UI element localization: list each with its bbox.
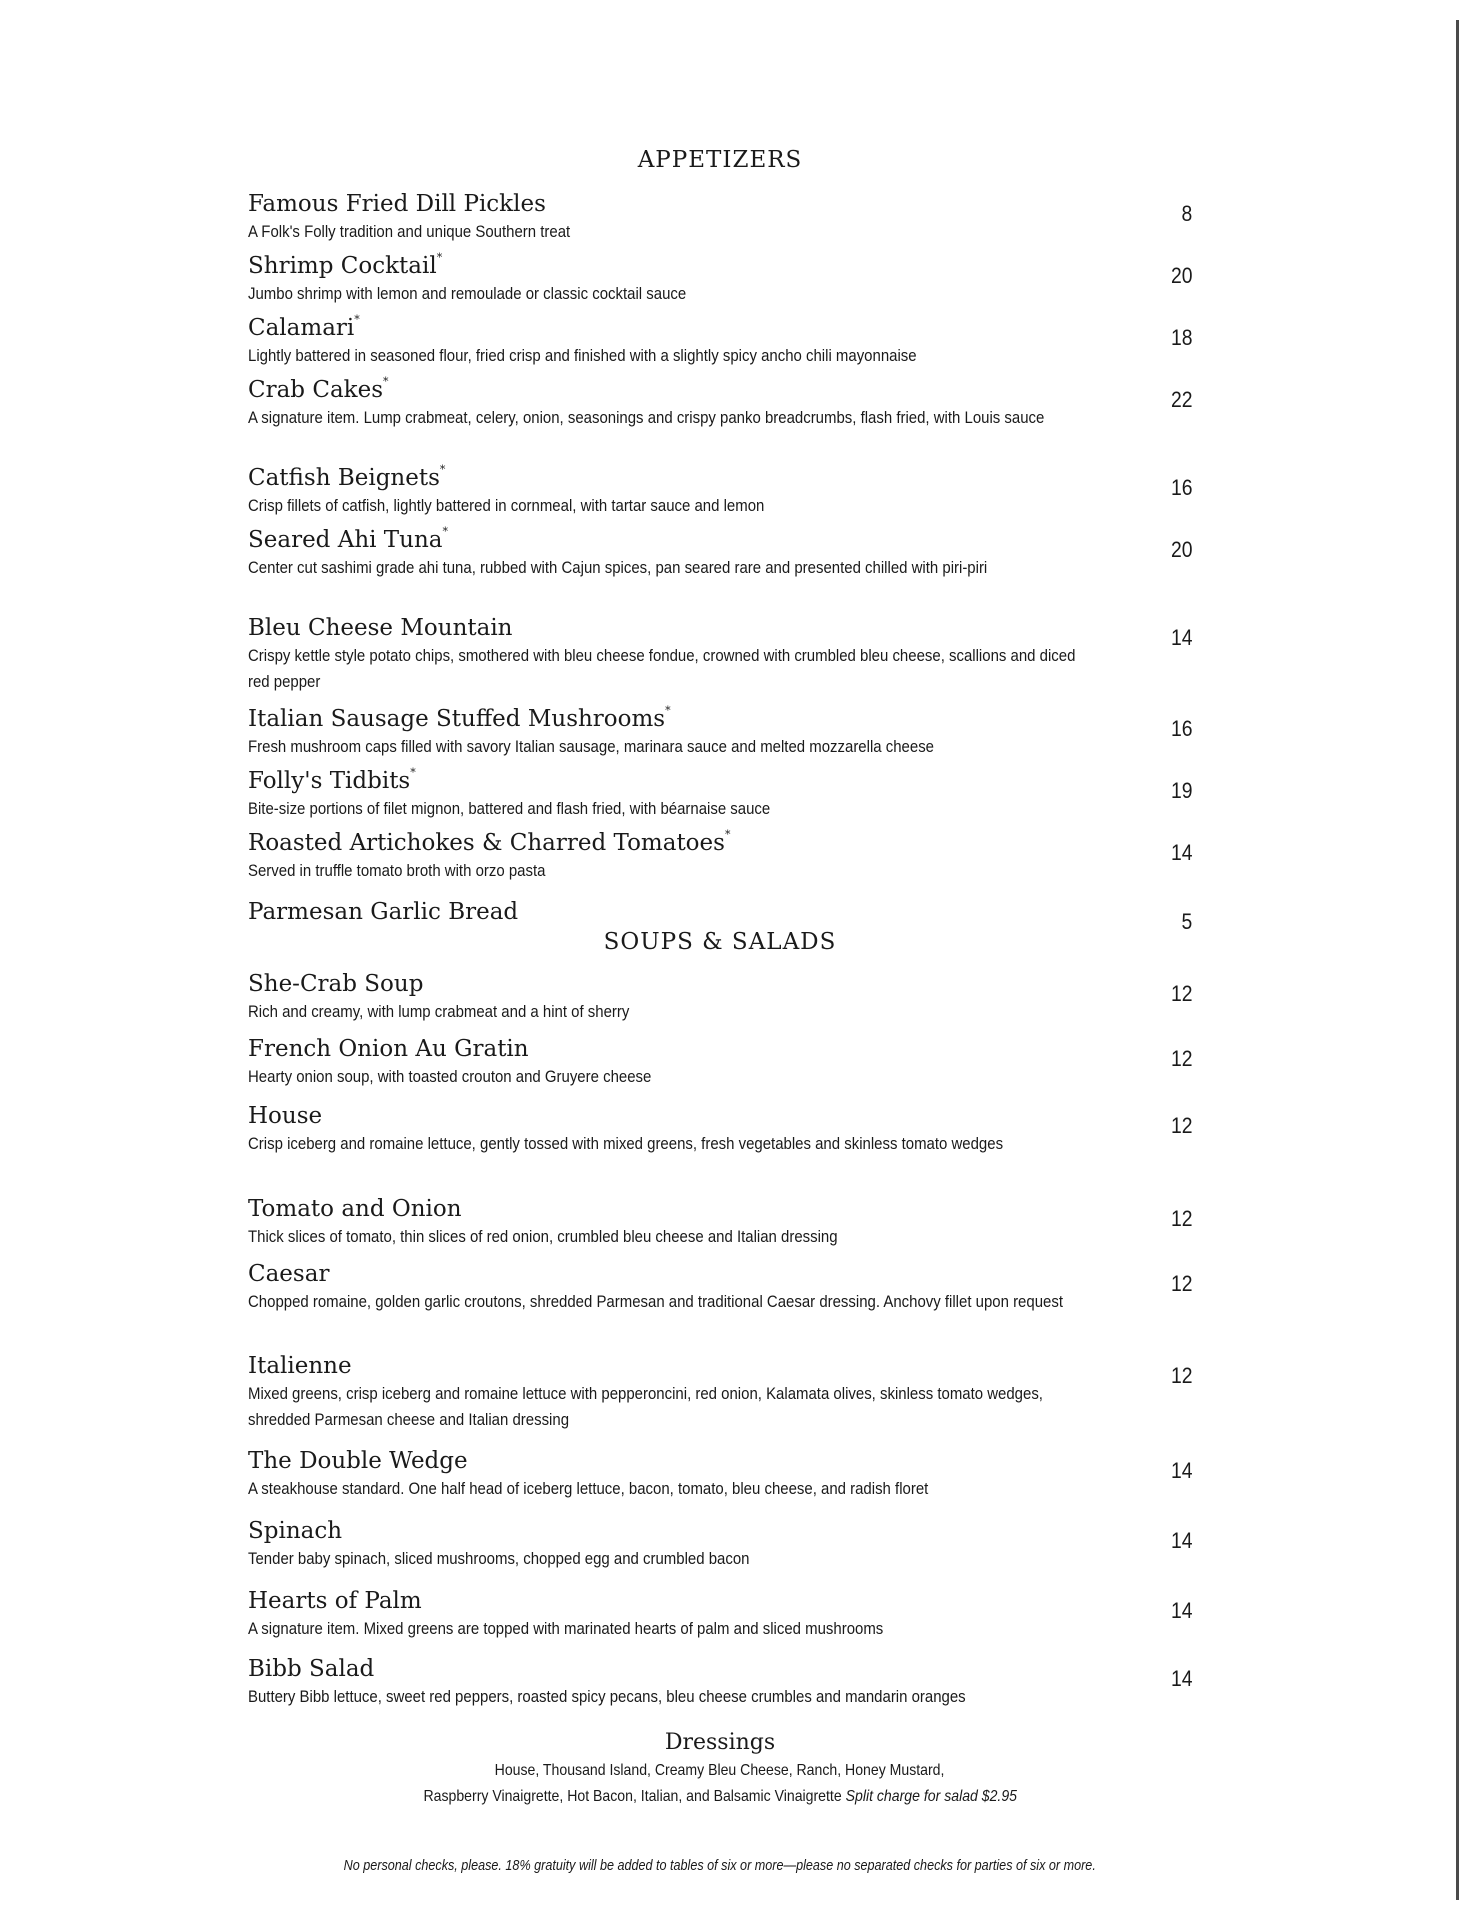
menu-item xyxy=(248,1586,1192,1642)
item-description: Served in truffle tomato broth with orzo pasta xyxy=(248,861,546,880)
appetizers-heading: APPETIZERS xyxy=(637,147,803,173)
item-description: A signature item. Mixed greens are topped with marinated hearts of palm and sliced mushrooms xyxy=(248,1619,884,1638)
menu-item xyxy=(248,1101,1192,1157)
menu-item xyxy=(248,704,1192,760)
item-price: 19 xyxy=(1170,778,1192,803)
menu-item xyxy=(248,1446,1192,1502)
item-description: Crispy kettle style potato chips, smothered with bleu cheese fondue, crowned with crumbled bleu cheese, scallions and diced red pepper xyxy=(248,646,1076,691)
item-price: 14 xyxy=(1170,625,1192,650)
item-description: Thick slices of tomato, thin slices of red onion, crumbled bleu cheese and Italian dressing xyxy=(248,1227,838,1246)
item-price: 22 xyxy=(1170,387,1192,412)
item-description: Crisp iceberg and romaine lettuce, gently tossed with mixed greens, fresh vegetables and skinless tomato wedges xyxy=(248,1134,1004,1153)
item-description: Rich and creamy, with lump crabmeat and a hint of sherry xyxy=(248,1002,630,1021)
menu-item xyxy=(248,897,1192,934)
item-description: Hearty onion soup, with toasted crouton and Gruyere cheese xyxy=(248,1067,652,1086)
menu-item xyxy=(248,463,1192,519)
menu-item xyxy=(248,766,1192,822)
item-description: Buttery Bibb lettuce, sweet red peppers, roasted spicy pecans, bleu cheese crumbles and mandarin oranges xyxy=(248,1687,966,1706)
menu-item xyxy=(248,525,1192,581)
menu-item xyxy=(248,375,1192,431)
item-name: Seared Ahi Tuna* xyxy=(248,525,448,553)
menu-item xyxy=(248,828,1192,884)
item-name: Italienne xyxy=(248,1353,352,1379)
item-price: 5 xyxy=(1181,909,1192,934)
item-name: Bibb Salad xyxy=(248,1656,375,1682)
item-name: Caesar xyxy=(248,1261,330,1287)
item-name: Crab Cakes* xyxy=(248,375,389,403)
item-description: Lightly battered in seasoned flour, fried crisp and finished with a slightly spicy ancho chili mayonnaise xyxy=(248,346,917,365)
item-price: 20 xyxy=(1170,537,1192,562)
page-edge-divider xyxy=(1456,20,1459,1900)
menu-item xyxy=(248,1259,1192,1315)
item-name: Catfish Beignets* xyxy=(248,463,446,491)
item-price: 12 xyxy=(1170,1206,1192,1231)
item-description: A steakhouse standard. One half head of iceberg lettuce, bacon, tomato, bleu cheese, and radish floret xyxy=(248,1479,929,1498)
item-name: Folly's Tidbits* xyxy=(248,766,416,794)
menu-item xyxy=(248,1351,1192,1433)
menu-item xyxy=(248,1034,1192,1090)
item-name: She-Crab Soup xyxy=(248,971,424,997)
item-price: 16 xyxy=(1170,716,1192,741)
footer-policy-note: No personal checks, please. 18% gratuity will be added to tables of six or more—please no separated checks for parties of six or more. xyxy=(343,1857,1097,1874)
menu-item xyxy=(248,251,1192,307)
menu-item xyxy=(248,1654,1192,1710)
item-name: House xyxy=(248,1103,323,1129)
soups-salads-heading: SOUPS & SALADS xyxy=(603,929,837,955)
item-price: 14 xyxy=(1170,1528,1192,1553)
item-price: 14 xyxy=(1170,1458,1192,1483)
menu-item xyxy=(248,613,1192,695)
item-name: The Double Wedge xyxy=(248,1448,468,1474)
item-price: 12 xyxy=(1170,1363,1192,1388)
dressings-list-line-1: House, Thousand Island, Creamy Bleu Cheese, Ranch, Honey Mustard, xyxy=(495,1762,945,1779)
item-name: Shrimp Cocktail* xyxy=(248,251,443,279)
item-name: Calamari* xyxy=(248,313,360,341)
item-name: Parmesan Garlic Bread xyxy=(248,899,519,925)
item-description: A Folk's Folly tradition and unique Southern treat xyxy=(248,222,571,241)
item-description: Crisp fillets of catfish, lightly battered in cornmeal, with tartar sauce and lemon xyxy=(248,496,765,515)
item-name: French Onion Au Gratin xyxy=(248,1036,529,1062)
item-price: 18 xyxy=(1170,325,1192,350)
item-price: 14 xyxy=(1170,840,1192,865)
item-description: Jumbo shrimp with lemon and remoulade or classic cocktail sauce xyxy=(248,284,687,303)
item-price: 14 xyxy=(1170,1598,1192,1623)
menu-item xyxy=(248,969,1192,1025)
item-name: Italian Sausage Stuffed Mushrooms* xyxy=(248,704,671,732)
item-name: Spinach xyxy=(248,1518,343,1544)
item-price: 12 xyxy=(1170,981,1192,1006)
item-description: Chopped romaine, golden garlic croutons, shredded Parmesan and traditional Caesar dressing. Anchovy fillet upon request xyxy=(248,1292,1063,1311)
menu-item xyxy=(248,1194,1192,1250)
item-name: Bleu Cheese Mountain xyxy=(248,615,513,641)
item-price: 12 xyxy=(1170,1046,1192,1071)
item-price: 12 xyxy=(1170,1113,1192,1138)
item-description: Fresh mushroom caps filled with savory Italian sausage, marinara sauce and melted mozzarella cheese xyxy=(248,737,935,756)
item-description: A signature item. Lump crabmeat, celery, onion, seasonings and crispy panko breadcrumbs, flash fried, with Louis sauce xyxy=(248,408,1045,427)
dressings-heading: Dressings xyxy=(664,1730,776,1755)
menu-item xyxy=(248,189,1192,245)
item-price: 8 xyxy=(1181,201,1192,226)
item-description: Center cut sashimi grade ahi tuna, rubbed with Cajun spices, pan seared rare and presented chilled with piri-piri xyxy=(248,558,988,577)
item-price: 12 xyxy=(1170,1271,1192,1296)
split-charge-note: Split charge for salad $2.95 xyxy=(845,1788,1017,1805)
item-price: 16 xyxy=(1170,475,1192,500)
item-description: Mixed greens, crisp iceberg and romaine lettuce with pepperoncini, red onion, Kalamata olives, skinless tomato wedges, shredded Parmesan cheese and Italian dressing xyxy=(248,1384,1043,1429)
item-price: 20 xyxy=(1170,263,1192,288)
item-description: Bite-size portions of filet mignon, battered and flash fried, with béarnaise sauce xyxy=(248,799,771,818)
item-price: 14 xyxy=(1170,1666,1192,1691)
item-name: Hearts of Palm xyxy=(248,1588,422,1614)
menu-item xyxy=(248,1516,1192,1572)
item-description: Tender baby spinach, sliced mushrooms, chopped egg and crumbled bacon xyxy=(248,1549,750,1568)
menu-item xyxy=(248,313,1192,369)
item-name: Famous Fried Dill Pickles xyxy=(248,191,546,217)
item-name: Roasted Artichokes & Charred Tomatoes* xyxy=(248,828,731,856)
dressings-list-line-2: Raspberry Vinaigrette, Hot Bacon, Italian, and Balsamic Vinaigrette Split charge for salad $2.95 xyxy=(423,1788,1017,1805)
item-name: Tomato and Onion xyxy=(248,1196,462,1222)
